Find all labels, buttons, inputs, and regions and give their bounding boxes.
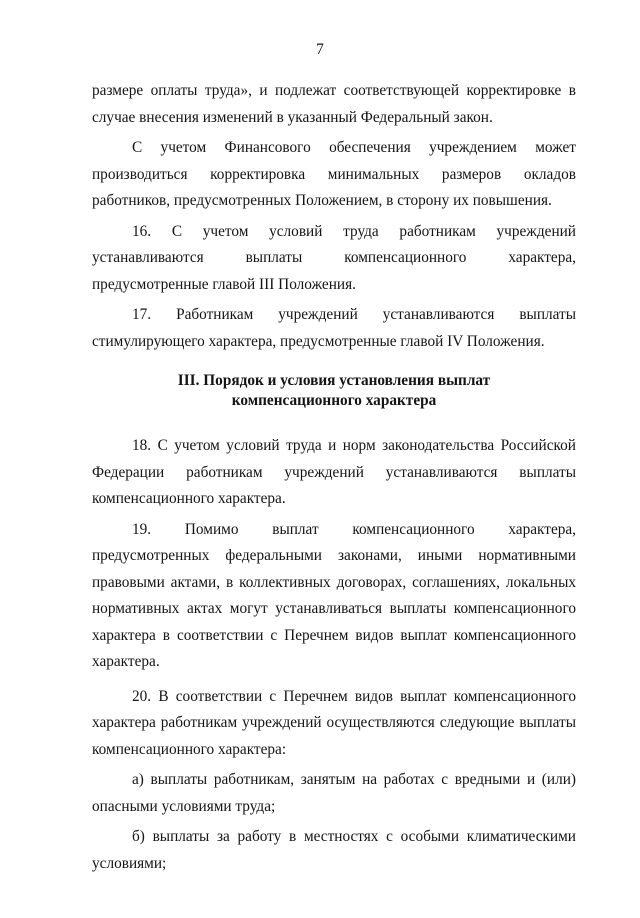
paragraph-funding-adjustment: С учетом Финансового обеспечения учреждением может производиться корректировка минимальных размеров окладов работников, предусмотренных Положением, в сторону их повышения. (92, 139, 576, 209)
paragraph-17: 17. Работникам учреждений устанавливаются выплаты стимулирующего характера, предусмотренные главой IV Положения. (92, 306, 576, 350)
paragraph-continuation: размере оплаты труда», и подлежат соответствующей корректировке в случае внесения изменений в указанный Федеральный закон. (92, 82, 576, 126)
paragraph-16: 16. С учетом условий труда работникам учреждений устанавливаются выплаты компенсационного характера, предусмотренные главой III Положения. (92, 222, 576, 293)
section-heading-line-1: III. Порядок и условия установления выплат (177, 372, 491, 389)
paragraph-19: 19. Помимо выплат компенсационного характера, предусмотренных федеральными законами, иными нормативными правовыми актами, в коллективных договорах, соглашениях, локальных нормативных актах могут устанавливаться выплаты компенсационного характера в соответствии с Перечнем видов выплат компенсационного характера. (92, 520, 576, 670)
list-item-a: а) выплаты работникам, занятым на работах с вредными и (или) опасными условиями труда; (92, 771, 576, 815)
list-item-b: б) выплаты за работу в местностях с особыми климатическими условиями; (92, 828, 576, 872)
document-body (92, 78, 576, 881)
section-heading (92, 371, 576, 411)
section-heading-line-2: компенсационного характера (231, 392, 437, 409)
paragraph-20: 20. В соответствии с Перечнем видов выплат компенсационного характера работникам учреждений осуществляются следующие выплаты компенсационного характера: (92, 687, 576, 758)
page-number: 7 (316, 41, 324, 58)
paragraph-18: 18. С учетом условий труда и норм законодательства Российской Федерации работникам учреждений устанавливаются выплаты компенсационного характера. (92, 437, 576, 507)
